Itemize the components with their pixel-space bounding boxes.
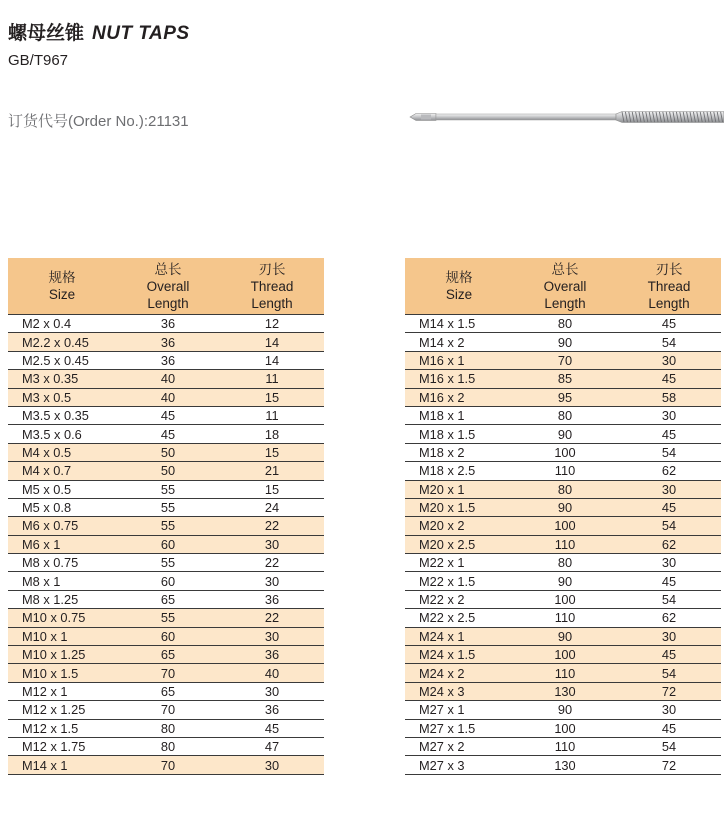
thread-length-cell: 45	[617, 370, 721, 388]
table-row	[405, 443, 721, 461]
overall-length-cell: 100	[513, 646, 617, 664]
overall-length-cell: 100	[513, 590, 617, 608]
thread-length-cell: 54	[617, 333, 721, 351]
table-header-row	[8, 258, 324, 315]
size-cell: M22 x 1	[405, 554, 513, 572]
table-row	[8, 480, 324, 498]
thread-length-cell: 54	[617, 737, 721, 755]
size-cell: M14 x 2	[405, 333, 513, 351]
table-row	[8, 701, 324, 719]
size-cell: M2.5 x 0.45	[8, 351, 116, 369]
size-cell: M5 x 0.8	[8, 498, 116, 516]
title-chinese: 螺母丝锥	[8, 23, 85, 44]
thread-length-cell: 54	[617, 443, 721, 461]
thread-length-cell: 30	[220, 572, 324, 590]
standard-code: GB/T967	[8, 52, 69, 69]
table-row	[8, 388, 324, 406]
table-row	[8, 737, 324, 755]
thread-length-cell: 45	[617, 646, 721, 664]
overall-length-cell: 90	[513, 425, 617, 443]
overall-length-cell: 36	[116, 333, 220, 351]
thread-length-cell: 30	[617, 480, 721, 498]
size-cell: M8 x 0.75	[8, 554, 116, 572]
overall-length-cell: 45	[116, 425, 220, 443]
overall-length-cell: 90	[513, 498, 617, 516]
thread-length-cell: 14	[220, 351, 324, 369]
table-row	[405, 664, 721, 682]
table-row	[405, 517, 721, 535]
size-cell: M20 x 2.5	[405, 535, 513, 553]
size-cell: M10 x 1.25	[8, 646, 116, 664]
thread-length-cell: 36	[220, 646, 324, 664]
table-row	[405, 535, 721, 553]
thread-length-cell: 45	[617, 498, 721, 516]
thread-length-cell: 30	[220, 627, 324, 645]
thread-length-cell: 22	[220, 517, 324, 535]
overall-length-cell: 70	[116, 664, 220, 682]
thread-length-cell: 62	[617, 535, 721, 553]
overall-length-cell: 55	[116, 554, 220, 572]
thread-length-cell: 30	[617, 406, 721, 424]
size-cell: M14 x 1.5	[405, 315, 513, 333]
overall-length-cell: 110	[513, 737, 617, 755]
table-row	[405, 609, 721, 627]
table-row	[405, 554, 721, 572]
size-cell: M16 x 2	[405, 388, 513, 406]
table-row	[405, 406, 721, 424]
size-cell: M4 x 0.5	[8, 443, 116, 461]
overall-length-cell: 65	[116, 590, 220, 608]
overall-length-cell: 45	[116, 406, 220, 424]
overall-length-cell: 90	[513, 333, 617, 351]
table-row	[8, 425, 324, 443]
table-row	[405, 370, 721, 388]
size-cell: M4 x 0.7	[8, 462, 116, 480]
table-row	[405, 572, 721, 590]
table-body-left	[8, 315, 324, 775]
overall-length-header: 总长 Overall Length	[513, 258, 617, 315]
page-title	[8, 18, 190, 45]
table-row	[405, 333, 721, 351]
size-cell: M24 x 2	[405, 664, 513, 682]
size-cell: M8 x 1	[8, 572, 116, 590]
table-row	[8, 443, 324, 461]
size-cell: M20 x 1	[405, 480, 513, 498]
overall-length-cell: 100	[513, 517, 617, 535]
size-cell: M22 x 2	[405, 590, 513, 608]
thread-length-cell: 18	[220, 425, 324, 443]
table-row	[405, 737, 721, 755]
overall-length-cell: 55	[116, 609, 220, 627]
thread-length-cell: 45	[617, 425, 721, 443]
thread-length-cell: 11	[220, 406, 324, 424]
thread-length-cell: 12	[220, 315, 324, 333]
overall-length-cell: 80	[116, 719, 220, 737]
nut-tap-image	[408, 106, 724, 128]
thread-length-cell: 30	[220, 756, 324, 774]
size-cell: M20 x 2	[405, 517, 513, 535]
size-cell: M2 x 0.4	[8, 315, 116, 333]
table-row	[405, 425, 721, 443]
thread-length-cell: 30	[220, 682, 324, 700]
table-row	[8, 572, 324, 590]
size-cell: M20 x 1.5	[405, 498, 513, 516]
overall-length-cell: 110	[513, 609, 617, 627]
overall-length-cell: 110	[513, 664, 617, 682]
thread-length-cell: 62	[617, 462, 721, 480]
table-row	[8, 719, 324, 737]
overall-length-cell: 90	[513, 572, 617, 590]
overall-length-header: 总长 Overall Length	[116, 258, 220, 315]
thread-length-cell: 15	[220, 480, 324, 498]
overall-length-cell: 36	[116, 351, 220, 369]
table-row	[8, 498, 324, 516]
table-row	[8, 609, 324, 627]
thread-length-cell: 72	[617, 682, 721, 700]
overall-length-cell: 110	[513, 535, 617, 553]
thread-length-cell: 45	[617, 719, 721, 737]
overall-length-cell: 80	[513, 480, 617, 498]
size-cell: M12 x 1	[8, 682, 116, 700]
size-cell: M12 x 1.75	[8, 737, 116, 755]
thread-length-cell: 15	[220, 443, 324, 461]
size-cell: M6 x 1	[8, 535, 116, 553]
table-row	[405, 498, 721, 516]
size-cell: M16 x 1.5	[405, 370, 513, 388]
thread-length-cell: 58	[617, 388, 721, 406]
table-row	[405, 590, 721, 608]
overall-length-cell: 90	[513, 627, 617, 645]
size-cell: M10 x 1	[8, 627, 116, 645]
overall-length-cell: 55	[116, 498, 220, 516]
thread-length-cell: 21	[220, 462, 324, 480]
size-cell: M24 x 1	[405, 627, 513, 645]
overall-length-cell: 50	[116, 443, 220, 461]
size-cell: M5 x 0.5	[8, 480, 116, 498]
overall-length-cell: 55	[116, 517, 220, 535]
overall-length-cell: 80	[513, 554, 617, 572]
thread-length-cell: 45	[220, 719, 324, 737]
thread-length-cell: 40	[220, 664, 324, 682]
overall-length-cell: 130	[513, 756, 617, 774]
table-row	[405, 480, 721, 498]
size-cell: M18 x 2.5	[405, 462, 513, 480]
size-cell: M8 x 1.25	[8, 590, 116, 608]
size-cell: M10 x 0.75	[8, 609, 116, 627]
thread-length-cell: 54	[617, 590, 721, 608]
size-cell: M16 x 1	[405, 351, 513, 369]
table-row	[8, 333, 324, 351]
table-row	[8, 627, 324, 645]
table-row	[405, 701, 721, 719]
thread-length-cell: 45	[617, 572, 721, 590]
overall-length-cell: 65	[116, 682, 220, 700]
thread-length-cell: 47	[220, 737, 324, 755]
overall-length-cell: 130	[513, 682, 617, 700]
overall-length-cell: 70	[116, 756, 220, 774]
size-cell: M18 x 1.5	[405, 425, 513, 443]
thread-length-cell: 45	[617, 315, 721, 333]
thread-length-cell: 30	[617, 701, 721, 719]
overall-length-cell: 60	[116, 535, 220, 553]
thread-length-cell: 36	[220, 590, 324, 608]
spec-table-left	[8, 258, 324, 775]
overall-length-cell: 85	[513, 370, 617, 388]
size-header: 规格 Size	[8, 258, 116, 315]
overall-length-cell: 60	[116, 572, 220, 590]
size-cell: M3.5 x 0.35	[8, 406, 116, 424]
thread-length-cell: 11	[220, 370, 324, 388]
overall-length-cell: 80	[513, 406, 617, 424]
thread-length-cell: 54	[617, 664, 721, 682]
size-cell: M6 x 0.75	[8, 517, 116, 535]
table-row	[405, 682, 721, 700]
size-cell: M24 x 3	[405, 682, 513, 700]
size-cell: M14 x 1	[8, 756, 116, 774]
overall-length-cell: 80	[116, 737, 220, 755]
size-cell: M3 x 0.5	[8, 388, 116, 406]
table-row	[8, 406, 324, 424]
thread-length-header: 刃长 Thread Length	[220, 258, 324, 315]
thread-length-cell: 22	[220, 609, 324, 627]
size-cell: M22 x 2.5	[405, 609, 513, 627]
thread-length-cell: 30	[617, 627, 721, 645]
title-english: NUT TAPS	[92, 23, 190, 44]
size-cell: M12 x 1.25	[8, 701, 116, 719]
table-row	[405, 756, 721, 774]
table-row	[8, 370, 324, 388]
table-row	[8, 554, 324, 572]
overall-length-cell: 40	[116, 370, 220, 388]
table-row	[405, 646, 721, 664]
overall-length-cell: 100	[513, 443, 617, 461]
size-header: 规格 Size	[405, 258, 513, 315]
size-cell: M18 x 2	[405, 443, 513, 461]
thread-length-cell: 72	[617, 756, 721, 774]
table-row	[8, 462, 324, 480]
size-cell: M3.5 x 0.6	[8, 425, 116, 443]
thread-length-cell: 14	[220, 333, 324, 351]
table-row	[8, 646, 324, 664]
table-row	[405, 719, 721, 737]
overall-length-cell: 65	[116, 646, 220, 664]
table-row	[8, 682, 324, 700]
overall-length-cell: 95	[513, 388, 617, 406]
thread-length-cell: 30	[220, 535, 324, 553]
table-row	[8, 315, 324, 333]
size-cell: M27 x 1.5	[405, 719, 513, 737]
size-cell: M3 x 0.35	[8, 370, 116, 388]
size-cell: M12 x 1.5	[8, 719, 116, 737]
table-row	[405, 388, 721, 406]
overall-length-cell: 50	[116, 462, 220, 480]
overall-length-cell: 110	[513, 462, 617, 480]
table-row	[405, 462, 721, 480]
table-row	[8, 756, 324, 774]
overall-length-cell: 70	[513, 351, 617, 369]
overall-length-cell: 80	[513, 315, 617, 333]
thread-length-cell: 30	[617, 351, 721, 369]
table-row	[405, 315, 721, 333]
size-cell: M18 x 1	[405, 406, 513, 424]
size-cell: M27 x 3	[405, 756, 513, 774]
overall-length-cell: 100	[513, 719, 617, 737]
table-row	[405, 351, 721, 369]
size-cell: M2.2 x 0.45	[8, 333, 116, 351]
order-number: 订货代号(Order No.):21131	[8, 113, 189, 130]
size-cell: M27 x 2	[405, 737, 513, 755]
table-header-row	[405, 258, 721, 315]
table-row	[8, 517, 324, 535]
table-body-right	[405, 315, 721, 775]
thread-length-cell: 24	[220, 498, 324, 516]
size-cell: M24 x 1.5	[405, 646, 513, 664]
overall-length-cell: 40	[116, 388, 220, 406]
thread-length-cell: 36	[220, 701, 324, 719]
size-cell: M10 x 1.5	[8, 664, 116, 682]
overall-length-cell: 36	[116, 315, 220, 333]
table-row	[8, 535, 324, 553]
table-row	[8, 590, 324, 608]
thread-length-cell: 54	[617, 517, 721, 535]
overall-length-cell: 90	[513, 701, 617, 719]
thread-length-header: 刃长 Thread Length	[617, 258, 721, 315]
table-row	[8, 351, 324, 369]
size-cell: M27 x 1	[405, 701, 513, 719]
spec-table-right	[405, 258, 721, 775]
overall-length-cell: 70	[116, 701, 220, 719]
table-row	[8, 664, 324, 682]
overall-length-cell: 60	[116, 627, 220, 645]
thread-length-cell: 15	[220, 388, 324, 406]
thread-length-cell: 30	[617, 554, 721, 572]
table-row	[405, 627, 721, 645]
thread-length-cell: 62	[617, 609, 721, 627]
size-cell: M22 x 1.5	[405, 572, 513, 590]
overall-length-cell: 55	[116, 480, 220, 498]
thread-length-cell: 22	[220, 554, 324, 572]
